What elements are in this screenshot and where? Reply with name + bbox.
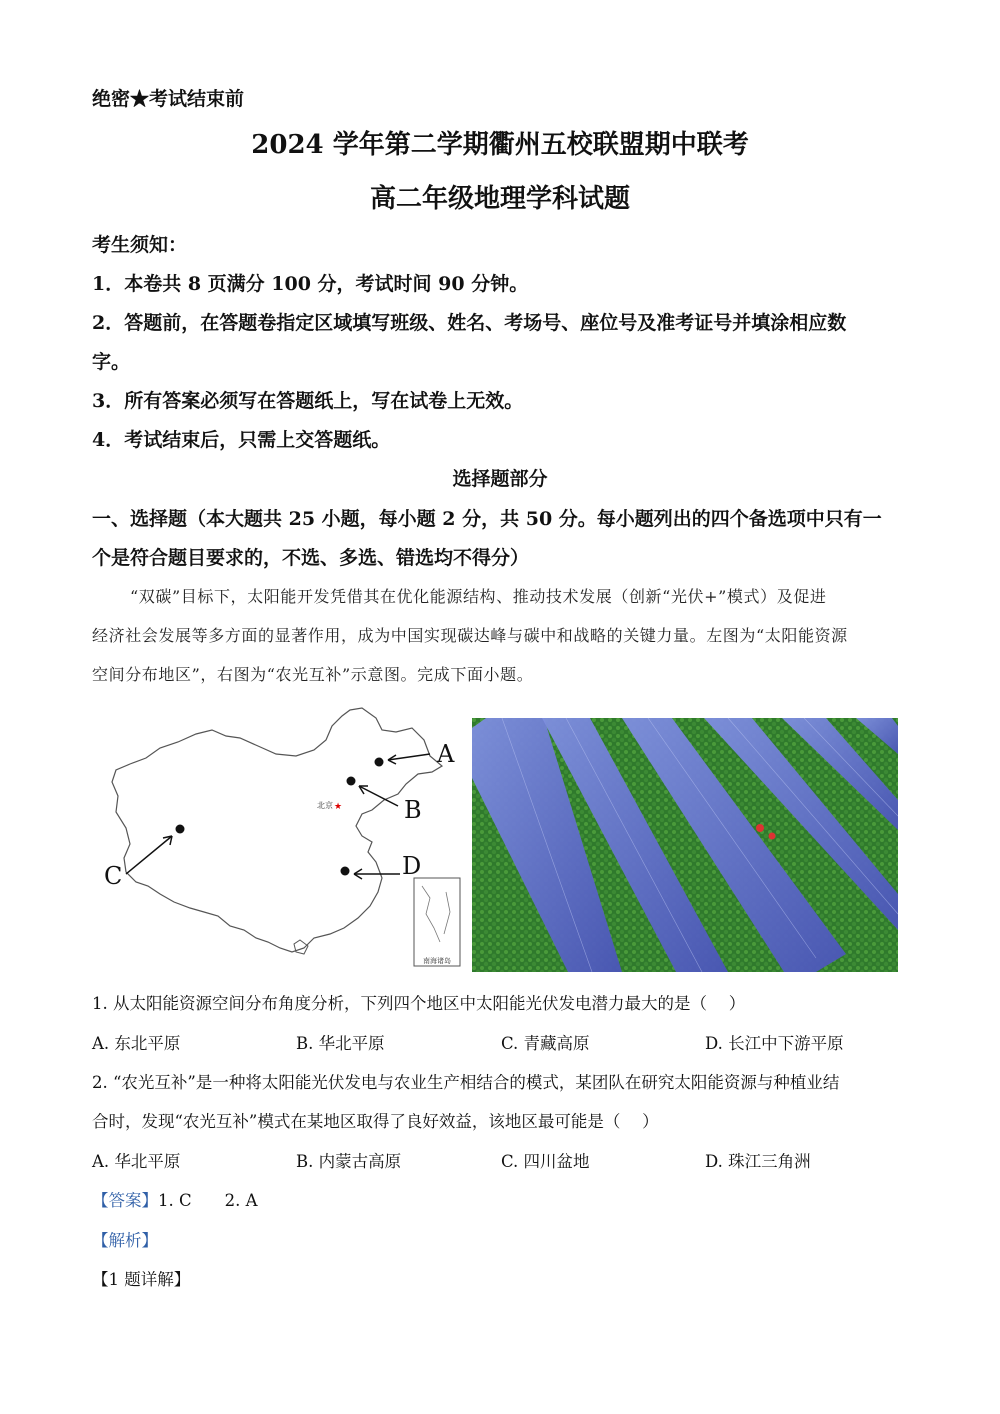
exam-subtitle: 高二年级地理学科试题 — [369, 184, 630, 214]
question-2-stem: 2. “农光互补”是一种将太阳能光伏发电与农业生产相结合的模式，某团队在研究太阳能资源与种植业结 — [92, 1073, 840, 1092]
solar-resource-map — [100, 702, 462, 974]
label-d: D — [402, 852, 422, 880]
inset-islands — [422, 886, 450, 942]
beijing-star-icon: ★ — [334, 802, 343, 812]
section-title: 选择题部分 — [452, 468, 548, 490]
arrow-c — [126, 836, 172, 874]
answer-line — [92, 1187, 258, 1211]
passage-line-3: 空间分布地区”，右图为“农光互补”示意图。完成下面小题。 — [92, 665, 534, 684]
passage-line-2: 经济社会发展等多方面的显著作用，成为中国实现碳达峰与碳中和战略的关键力量。左图为“太阳能资源 — [92, 626, 848, 645]
inset-label: 南海诸岛 — [423, 957, 451, 965]
agrivoltaic-photo — [472, 718, 898, 972]
label-a: A — [437, 740, 455, 768]
point-c — [176, 825, 185, 834]
question-2-option-b: B. 内蒙古高原 — [296, 1152, 402, 1171]
question-1-option-c: C. 青藏高原 — [501, 1034, 590, 1053]
question-1-option-d: D. 长江中下游平原 — [705, 1034, 844, 1053]
point-d — [341, 867, 350, 876]
analysis-tag: 【解析】 — [92, 1231, 158, 1250]
arrow-a — [388, 754, 430, 760]
question-1-detail-heading: 【1 题详解】 — [92, 1270, 191, 1289]
part-instructions: 一、选择题（本大题共 25 小题，每小题 2 分，共 50 分。每小题列出的四个备选项中只有一 — [92, 508, 882, 530]
passage-line-1: “双碳”目标下，太阳能开发凭借其在优化能源结构、推动技术发展（创新“光伏+”模式）及促进 — [130, 587, 827, 606]
answer-tag: 【答案】 — [92, 1191, 158, 1210]
worker-figure — [769, 833, 776, 840]
point-a — [375, 758, 384, 767]
answer-text: 1. C 2. A — [158, 1191, 258, 1210]
question-2-stem-cont: 合时，发现“农光互补”模式在某地区取得了良好效益，该地区最可能是（ ） — [92, 1112, 659, 1131]
question-1-option-a: A. 东北平原 — [92, 1034, 181, 1053]
beijing-label: 北京 — [317, 801, 333, 810]
china-outline — [112, 708, 442, 952]
notice-item-2: 2．答题前，在答题卷指定区域填写班级、姓名、考场号、座位号及准考证号并填涂相应数 — [92, 312, 847, 334]
question-2-option-a: A. 华北平原 — [92, 1152, 181, 1171]
confidential-label: 绝密★考试结束前 — [92, 88, 245, 110]
part-instructions-cont: 个是符合题目要求的，不选、多选、错选均不得分） — [92, 547, 530, 569]
question-2-option-d: D. 珠江三角洲 — [705, 1152, 811, 1171]
question-1-stem: 1. 从太阳能资源空间分布角度分析，下列四个地区中太阳能光伏发电潜力最大的是（ ） — [92, 994, 746, 1013]
question-2-option-c: C. 四川盆地 — [501, 1152, 590, 1171]
notice-item-2-cont: 字。 — [92, 351, 131, 373]
label-b: B — [404, 796, 422, 824]
point-b — [347, 777, 356, 786]
question-1-option-b: B. 华北平原 — [296, 1034, 385, 1053]
exam-title: 2024 学年第二学期衢州五校联盟期中联考 — [251, 130, 749, 160]
hainan-outline — [294, 940, 308, 954]
south-sea-inset — [414, 878, 460, 966]
notice-heading: 考生须知： — [92, 234, 188, 256]
notice-item-4: 4．考试结束后，只需上交答题纸。 — [92, 429, 391, 451]
notice-item-1: 1．本卷共 8 页满分 100 分，考试时间 90 分钟。 — [92, 273, 529, 295]
worker-figure — [756, 824, 764, 832]
notice-item-3: 3．所有答案必须写在答题纸上，写在试卷上无效。 — [92, 390, 524, 412]
label-c: C — [104, 862, 123, 890]
